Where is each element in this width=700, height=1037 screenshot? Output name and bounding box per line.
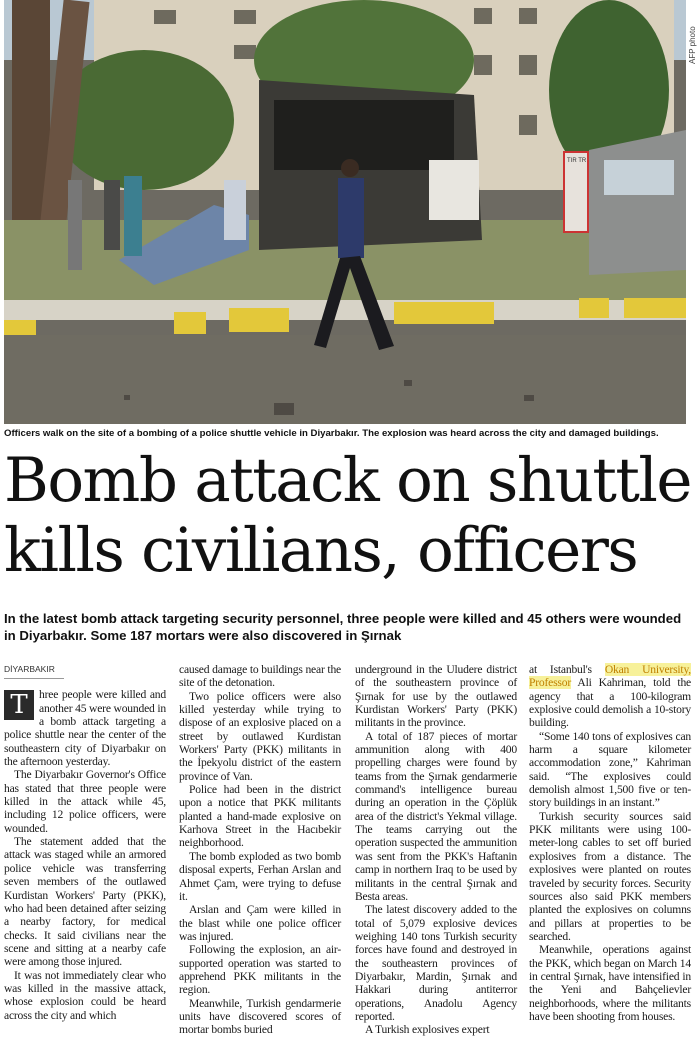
paragraph: Meanwhile, Turkish gendarmerie units have discovered scores of mortar bombs buried: [179, 996, 341, 1037]
highlighted-text: Professor: [529, 676, 571, 690]
paragraph: “Some 140 tons of explosives can harm a square kilometer accommodation zone,” Kahriman said. “The explosives could demolish almost 1,500 five or ten-story buildings in an instant.”: [529, 729, 691, 810]
road: [4, 335, 686, 424]
dateline: DİYARBAKIR: [4, 663, 64, 679]
article-column-1: [4, 663, 166, 1022]
headline: Bomb attack on shuttle kills civilians, officers: [4, 445, 692, 586]
bus-door: [429, 160, 479, 220]
highlighted-text: Okan University,: [604, 663, 691, 676]
bombing-scene-illustration: [4, 0, 686, 424]
paragraph: [529, 663, 691, 730]
article-body: [4, 663, 694, 1037]
truck-windshield: [604, 160, 674, 195]
article-column-3: [355, 663, 517, 1037]
text-run: Ali Kahriman, told the agency that a 100-kilogram explosive could demolish a 10-story building.: [529, 676, 691, 730]
road-sign-text: TIR TR: [567, 158, 587, 164]
bus-window: [274, 100, 454, 170]
paragraph: The Diyarbakır Governor's Office has stated that three people were killed in the attack while 45, including 12 police officers, were wounded.: [4, 768, 166, 835]
text-run: at Istanbul's: [529, 663, 605, 676]
paragraph: A total of 187 pieces of mortar ammunition along with 400 propelling charges were found by teams from the Şırnak gendarmerie command's intelligence bureau during an operation in the Çöplük area of the district's Yekmal village. The teams carrying out the operation suspected the ammunition was sent from the PKK's Haftanin camp in northern Iraq to be used by militants in the central Şırnak and Besta areas.: [355, 729, 517, 903]
paragraph: caused damage to buildings near the site of the detonation.: [179, 663, 341, 690]
news-photo: [4, 0, 686, 424]
photo-caption: Officers walk on the site of a bombing of a police shuttle vehicle in Diyarbakır. The explosion was heard across the city and damaged buildings.: [4, 428, 659, 439]
paragraph: Meanwhile, operations against the PKK, which began on March 14 in central Şırnak, have intensified in the Yeni and Bahçelievler neighborhoods, where the militants have been shooting from houses.: [529, 943, 691, 1023]
paragraph: hree people were killed and another 45 were wounded in a bomb attack targeting a police shuttle near the center of the southeastern city of Diyarbakır on the afternoon yesterday.: [4, 688, 166, 769]
paragraph: Following the explosion, an air-supported operation was started to apprehend PKK militants in the region.: [179, 943, 341, 997]
paragraph: Turkish security sources said PKK militants were using 100-meter-long cables to set off buried explosives from a distance. The explosives were planted on routes traveled by security forces. Security sources also said PKK members planted the explosives on columns and pillars at properties to be searched.: [529, 809, 691, 943]
road-sign: [564, 152, 588, 232]
truck: [589, 130, 686, 275]
paragraph: Police had been in the district upon a notice that PKK militants planted a hand-made explosive on Karhova Street in the Hacıbekir neighborhood.: [179, 783, 341, 850]
paragraph: It was not immediately clear who was killed in the massive attack, whose explosion could be heard across the city and which: [4, 968, 166, 1022]
paragraph: underground in the Uludere district of the southeastern province of Şırnak for use by the outlawed Kurdistan Workers' Party (PKK) militants in the province.: [355, 663, 517, 730]
paragraph: Arslan and Çam were killed in the blast while one police officer was injured.: [179, 903, 341, 943]
paragraph: Two police officers were also killed yesterday while trying to dispose of an explosive placed on a street by outlawed Kurdistan Workers' Party (PKK) militants in the İpekyolu district of the eastern province of Van.: [179, 689, 341, 783]
article-column-2: [179, 663, 341, 1037]
paragraph: The bomb exploded as two bomb disposal experts, Ferhan Arslan and Ahmet Çam, were trying to defuse it.: [179, 849, 341, 903]
drop-cap: T: [4, 690, 34, 720]
article-column-4: [529, 663, 691, 1023]
paragraph: The statement added that the attack was staged while an armored police vehicle was transferring seven members of the outlawed Kurdistan Workers' Party (PKK), who had been detained after seizing a nearby factory, for medical checks. It said civilians near the scene and sitting at a nearby cafe were among those injured.: [4, 835, 166, 969]
photo-credit: AFP photo: [688, 26, 697, 64]
paragraph: The latest discovery added to the total of 5,079 explosive devices weighing 140 tons Turkish security forces have found and destroyed in the southeastern provinces of Diyarbakır, Mardin, Şırnak and Hakkari during antiterror operations, Anadolu Agency reported.: [355, 903, 517, 1023]
paragraph: A Turkish explosives expert: [365, 1023, 490, 1037]
deck-subheadline: In the latest bomb attack targeting security personnel, three people were killed and 45 others were wounded in Diyarbakır. Some 187 mortars were also discovered in Şırnak: [4, 611, 682, 643]
